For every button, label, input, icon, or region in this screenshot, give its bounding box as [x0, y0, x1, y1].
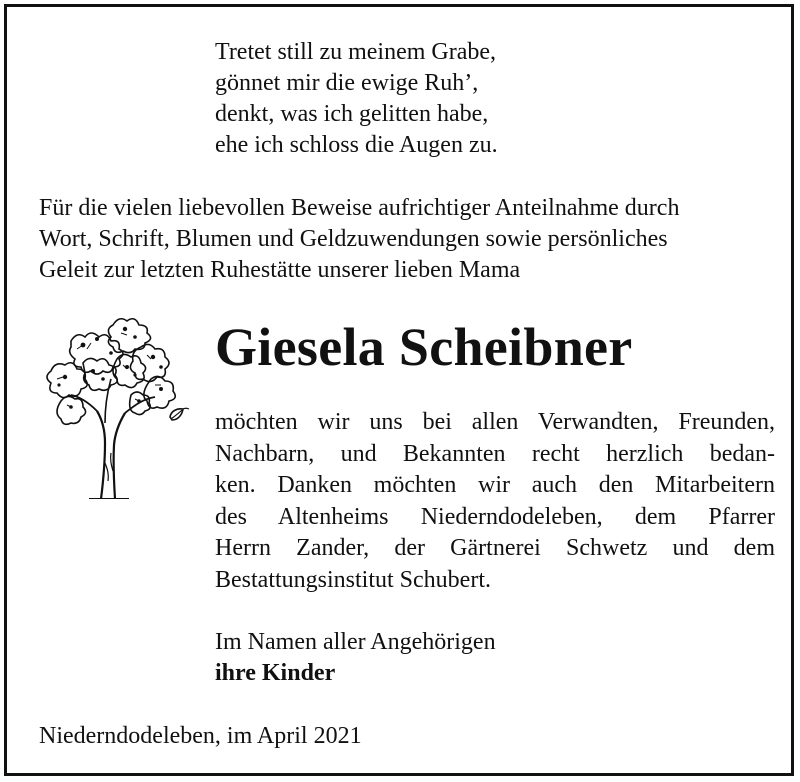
- thanks-line: Nachbarn, und Bekannten recht herzlich bedan-: [215, 440, 775, 467]
- thanks-line: möchten wir uns bei allen Verwandten, Freunden,: [215, 409, 775, 435]
- poem-line: gönnet mir die ewige Ruh’,: [215, 70, 479, 96]
- intro-line: Geleit zur letzten Ruhestätte unserer lieben Mama: [39, 257, 521, 283]
- thanks-text: [215, 407, 775, 596]
- thanks-line: des Altenheims Niederndodeleben, dem Pfarrer: [215, 503, 775, 530]
- thanks-line: ken. Danken möchten wir auch den Mitarbeitern: [215, 472, 775, 498]
- poem-line: ehe ich schloss die Augen zu.: [215, 132, 498, 158]
- signer: ihre Kinder: [215, 660, 336, 686]
- signature-block: [215, 627, 496, 689]
- intro-line: Für die vielen liebevollen Beweise aufrichtiger Anteilnahme durch: [39, 195, 680, 221]
- place-date: Niederndodeleben, im April 2021: [39, 723, 362, 749]
- intro-line: Wort, Schrift, Blumen und Geldzuwendungen sowie persönliches: [39, 226, 668, 252]
- thanks-line: Bestattungsinstitut Schubert.: [215, 566, 491, 593]
- falling-leaf-icon: [167, 405, 191, 425]
- thanks-line: Herrn Zander, der Gärtnerei Schwetz und dem: [215, 535, 775, 561]
- intro-text: [39, 193, 679, 286]
- deceased-name: Giesela Scheibner: [215, 317, 633, 377]
- poem: [215, 37, 498, 161]
- obituary-notice: [4, 4, 794, 776]
- poem-line: denkt, was ich gelitten habe,: [215, 101, 489, 127]
- poem-line: Tretet still zu meinem Grabe,: [215, 39, 497, 65]
- signature-line: Im Namen aller Angehörigen: [215, 629, 496, 655]
